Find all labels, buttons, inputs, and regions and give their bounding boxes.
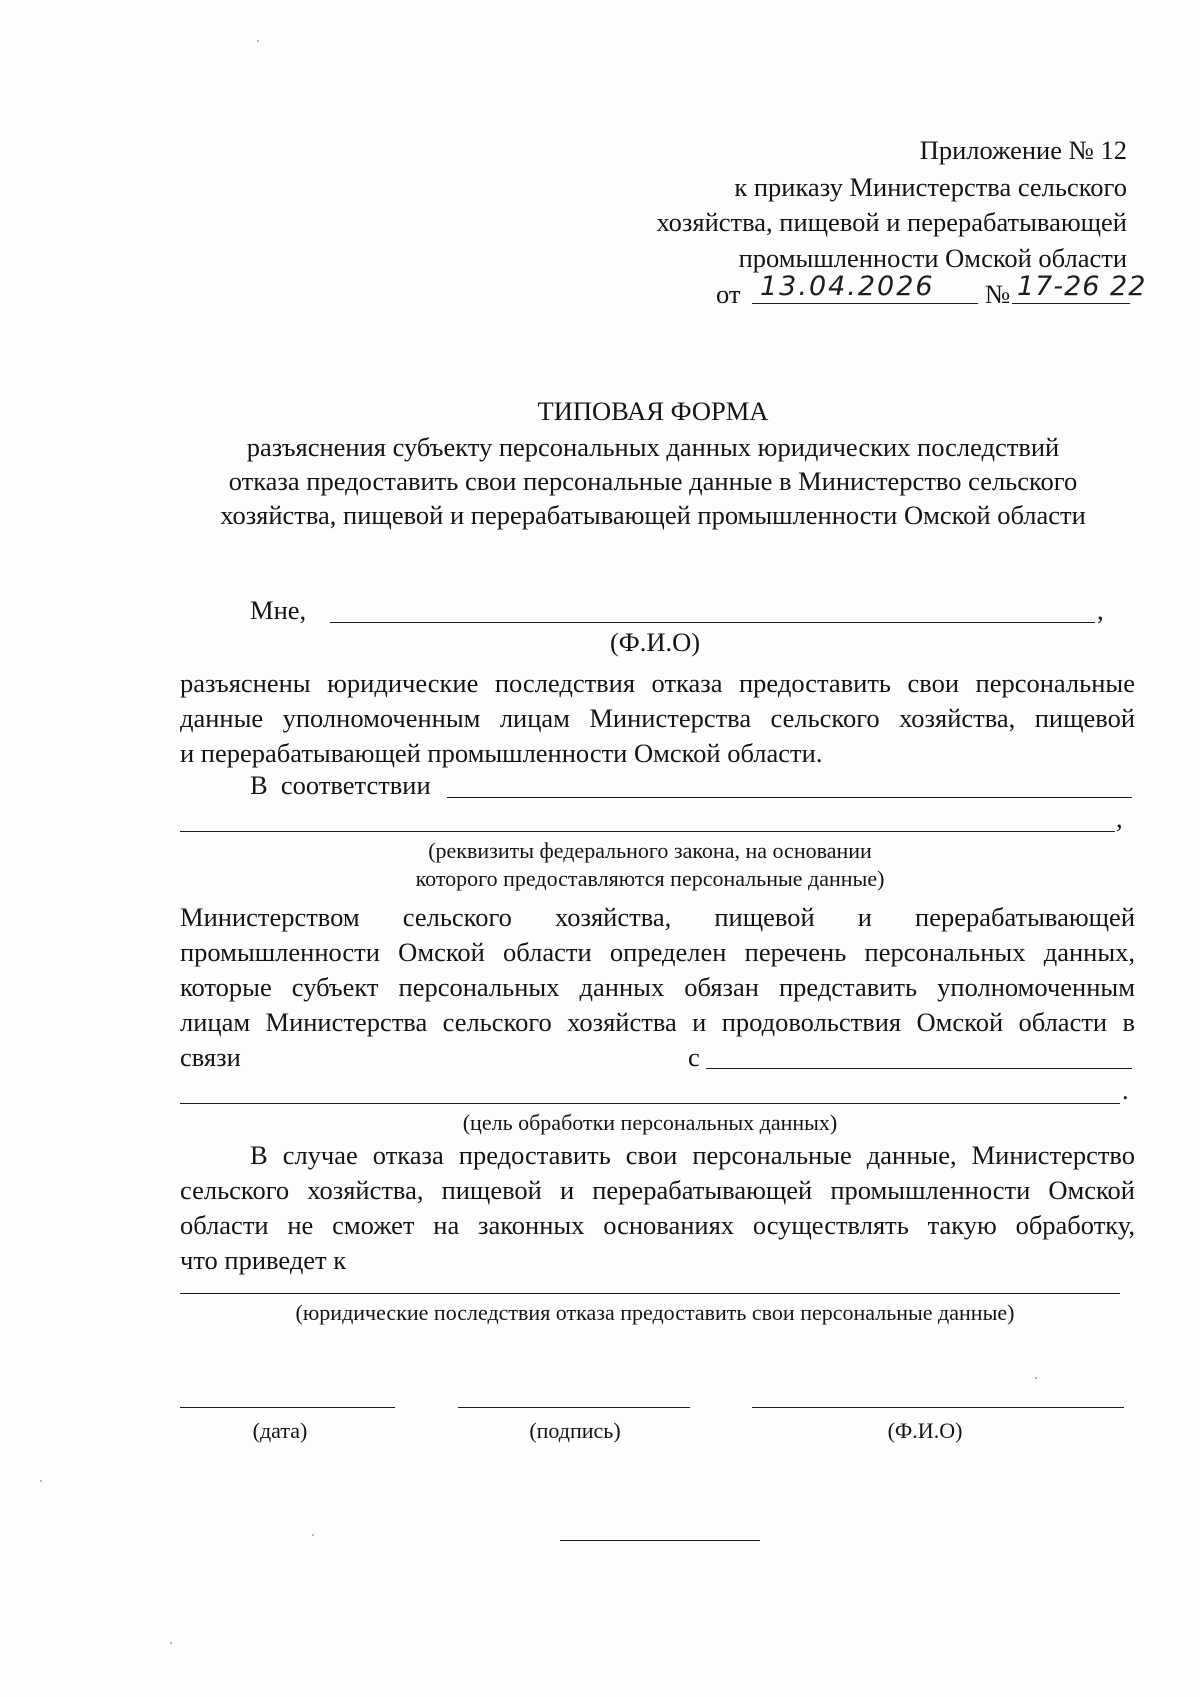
comma: , bbox=[1116, 803, 1123, 833]
end-separator-line bbox=[560, 1540, 760, 1541]
consequences-caption: (юридические последствия отказа предоставить свои персональные данные) bbox=[295, 1300, 1015, 1325]
word: сможет bbox=[332, 1210, 415, 1240]
v-sootvetstvii-label: В соответствии bbox=[250, 770, 431, 800]
order-date-line bbox=[752, 303, 978, 304]
form-subtitle-3: хозяйства, пищевой и перерабатывающей промышленности Омской области bbox=[220, 500, 1086, 530]
header-line-2: к приказу Министерства сельского bbox=[734, 172, 1127, 202]
date-prefix: от bbox=[716, 279, 741, 309]
date-field-line[interactable] bbox=[180, 1407, 395, 1408]
order-number-line bbox=[1012, 303, 1130, 304]
word: хозяйства, bbox=[555, 902, 672, 932]
paragraph-3-line-2: сельского хозяйства, пищевой и перерабатывающей промышленности Омской bbox=[180, 1175, 1135, 1205]
paragraph-3-line-4: что приведет к bbox=[180, 1245, 347, 1275]
word: пищевой bbox=[714, 902, 815, 932]
signature-field-line[interactable] bbox=[458, 1407, 690, 1408]
scan-speck bbox=[1035, 1377, 1037, 1379]
word: осуществлять bbox=[752, 1210, 909, 1240]
scan-speck bbox=[170, 1642, 172, 1644]
header-line-3: хозяйства, пищевой и перерабатывающей bbox=[656, 207, 1127, 237]
appendix-number: Приложение № 12 bbox=[919, 135, 1127, 165]
signature-caption: (подпись) bbox=[529, 1418, 621, 1443]
word: не bbox=[287, 1210, 314, 1240]
word: сельского bbox=[402, 902, 512, 932]
signer-fio-caption: (Ф.И.О) bbox=[887, 1418, 963, 1443]
paragraph-3-line-1: В случае отказа предоставить свои персональные данные, Министерство bbox=[250, 1140, 1135, 1170]
paragraph-2-svyazi: связи bbox=[180, 1042, 241, 1072]
law-field-line-1[interactable] bbox=[447, 797, 1132, 798]
fio-field-line[interactable] bbox=[330, 622, 1095, 623]
scan-speck bbox=[40, 1480, 42, 1482]
date-caption: (дата) bbox=[252, 1418, 308, 1443]
mne-label: Мне, bbox=[250, 595, 307, 625]
word: обработку, bbox=[1015, 1210, 1135, 1240]
word: на bbox=[433, 1210, 460, 1240]
consequences-field-line[interactable] bbox=[180, 1293, 1120, 1294]
purpose-field-line-2[interactable] bbox=[180, 1103, 1120, 1104]
order-date-handwritten: 13.04.2026 bbox=[760, 271, 935, 302]
paragraph-2-line-3: которые субъект персональных данных обязан представить уполномоченным bbox=[180, 972, 1135, 1002]
paragraph-2-line-4: лицам Министерства сельского хозяйства и продовольствия Омской области в bbox=[180, 1007, 1135, 1037]
header-line-4: промышленности Омской области bbox=[738, 243, 1127, 273]
word: области bbox=[180, 1210, 269, 1240]
word: и bbox=[857, 902, 872, 932]
signer-fio-field-line[interactable] bbox=[752, 1407, 1124, 1408]
paragraph-2-s: с bbox=[688, 1042, 700, 1072]
purpose-field-line-1[interactable] bbox=[706, 1068, 1132, 1069]
comma: , bbox=[1097, 595, 1104, 625]
paragraph-2-line-2: промышленности Омской области определен перечень персональных данных, bbox=[180, 937, 1135, 967]
word: такую bbox=[927, 1210, 997, 1240]
form-title: ТИПОВАЯ ФОРМА bbox=[537, 396, 769, 426]
word: перерабатывающей bbox=[915, 902, 1135, 932]
paragraph-3-line-3 bbox=[180, 1210, 1135, 1242]
law-caption-1: (реквизиты федерального закона, на основании bbox=[428, 838, 872, 863]
fio-caption: (Ф.И.О) bbox=[609, 627, 701, 657]
order-number-handwritten: 17-26 22 bbox=[1017, 271, 1147, 302]
scan-speck bbox=[312, 1534, 314, 1536]
word: основаниях bbox=[603, 1210, 735, 1240]
period: . bbox=[1122, 1075, 1129, 1105]
paragraph-1-line-2: данные уполномоченным лицам Министерства сельского хозяйства, пищевой bbox=[180, 703, 1135, 733]
paragraph-1-line-1: разъяснены юридические последствия отказа предоставить свои персональные bbox=[180, 668, 1135, 698]
paragraph-1-line-3: и перерабатывающей промышленности Омской области. bbox=[180, 738, 823, 768]
paragraph-2-line-1 bbox=[180, 902, 1135, 934]
word: Министерством bbox=[180, 902, 360, 932]
law-caption-2: которого предоставляются персональные данные) bbox=[415, 866, 885, 891]
law-field-line-2[interactable] bbox=[180, 831, 1115, 832]
number-prefix: № bbox=[985, 279, 1011, 309]
form-subtitle-2: отказа предоставить свои персональные данные в Министерство сельского bbox=[228, 466, 1078, 496]
form-subtitle-1: разъяснения субъекту персональных данных юридических последствий bbox=[246, 432, 1060, 462]
purpose-caption: (цель обработки персональных данных) bbox=[462, 1110, 838, 1135]
scan-speck bbox=[257, 40, 259, 42]
word: законных bbox=[478, 1210, 585, 1240]
